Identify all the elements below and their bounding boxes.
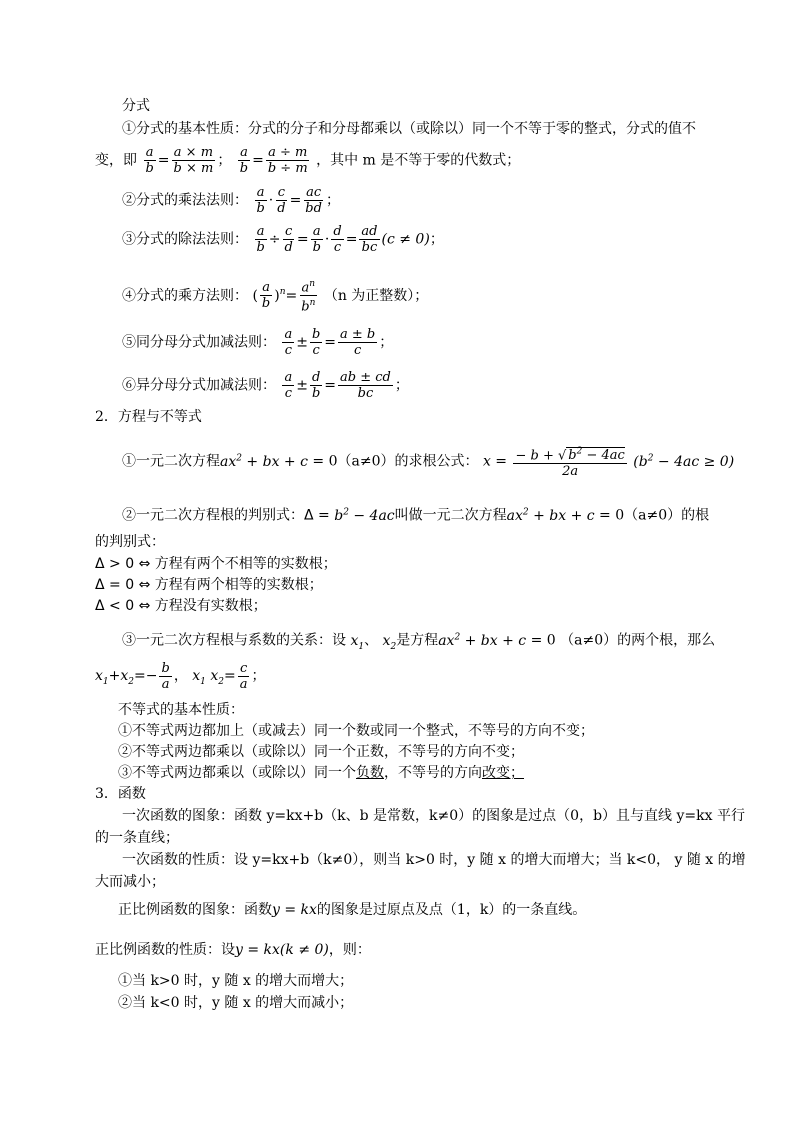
section-title-fractions: 分式 xyxy=(122,98,150,114)
fraction-property-line1: ①分式的基本性质：分式的分子和分母都乘以（或除以）同一个不等于零的整式，分式的值不 xyxy=(122,121,696,137)
different-denominator-rule: ⑥异分母分式加减法则： $\frac{a}{c}$ ± $\frac{d}{b}$ = $\frac{ab \pm cd}{bc}$ ； xyxy=(122,370,409,401)
vieta-line1: ③一元二次方程根与系数的关系：设 $x_1$、 $x_2$是方程$ax^2$ + bx + c = 0 （a≠0）的两个根，那么 xyxy=(122,632,716,652)
quadratic-formula-line: ①一元二次方程$ax^2$ + bx + c = 0（a≠0）的求根公式： x = $\frac{- b + √ b^2 - 4ac}{2a}$ $(b^2 - 4ac \ge 0)$ xyxy=(122,446,735,479)
linear-function-property-line1: 一次函数的性质：设 y=kx+b（k≠0），则当 k>0 时，y 随 x 的增大而增大；当 k<0， y 随 x 的增 xyxy=(122,852,746,868)
discriminant-line2: 的判别式： xyxy=(95,534,165,550)
discriminant-case-zero: Δ = 0 ⇔ 方程有两个相等的实数根； xyxy=(95,577,323,593)
inequality-property-3: ③不等式两边都乘以（或除以）同一个负数，不等号的方向改变； xyxy=(118,765,524,781)
linear-function-graph-line2: 的一条直线； xyxy=(95,830,179,846)
linear-function-graph-line1: 一次函数的图象：函数 y=kx+b（k、b 是常数，k≠0）的图象是过点（0，b）且与直线 y=kx 平行 xyxy=(122,808,745,824)
discriminant-line1: ②一元二次方程根的判别式：$\Delta = b^2 - 4ac$叫做一元二次方程$ax^2$ + bx + c = 0（a≠0）的根 xyxy=(122,507,710,524)
inequality-property-1: ①不等式两边都加上（或减去）同一个数或同一个整式，不等号的方向不变； xyxy=(118,723,594,739)
proportional-function-graph: 正比例函数的图象：函数y = kx的图象是过原点及点（1，k）的一条直线。 xyxy=(118,902,587,918)
vieta-line2: $x_1+x_2=-$ $\frac{b}{a}$ ， $x_1$ $x_2=$ $\frac{c}{a}$ ； xyxy=(95,660,266,692)
same-denominator-rule: ⑤同分母分式加减法则： $\frac{a}{c}$ ± $\frac{b}{c}$ = $\frac{a \pm b}{c}$ ； xyxy=(122,327,394,358)
multiplication-rule: ②分式的乘法法则： $\frac{a}{b}$ · $\frac{c}{d}$ = $\frac{ac}{bd}$ ； xyxy=(122,185,340,216)
proportional-property-1: ①当 k>0 时，y 随 x 的增大而增大； xyxy=(118,973,354,989)
discriminant-case-positive: Δ > 0 ⇔ 方程有两个不相等的实数根； xyxy=(95,556,337,572)
section-heading-equations: 2．方程与不等式 xyxy=(95,409,202,425)
power-rule: ④分式的乘方法则： ( $\frac{a}{b}$ )$^n$= $\frac{a^n}{b^n}$ （n 为正整数）； xyxy=(122,279,429,315)
linear-function-property-line2: 大而减小； xyxy=(95,874,165,890)
division-rule: ③分式的除法法则： $\frac{a}{b}$ ÷ $\frac{c}{d}$ = $\frac{a}{b}$ · $\frac{d}{c}$ = $\frac{ad}{bc}$ (c ≠ 0)； xyxy=(122,224,444,255)
proportional-property-2: ②当 k<0 时，y 随 x 的增大而减小； xyxy=(118,995,354,1011)
inequality-properties-title: 不等式的基本性质： xyxy=(118,702,244,718)
discriminant-case-negative: Δ < 0 ⇔ 方程没有实数根； xyxy=(95,598,267,614)
inequality-property-2: ②不等式两边都乘以（或除以）同一个正数，不等号的方向不变； xyxy=(118,744,524,760)
fraction-property-line2: 变，即 $\frac{a}{b}$ = $\frac{a \times m}{b \times m}$ ； $\frac{a}{b}$ = $\frac{a \div m}{b \div m}$ ，其中 m 是不等于零的代数式； xyxy=(95,145,521,176)
proportional-function-property: 正比例函数的性质：设y = kx(k ≠ 0)，则： xyxy=(95,942,371,958)
section-heading-functions: 3．函数 xyxy=(95,786,146,802)
